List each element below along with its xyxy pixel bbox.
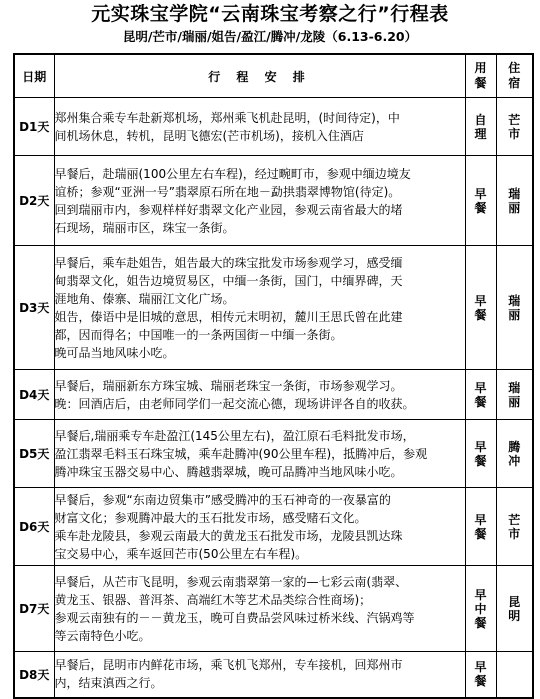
header-row xyxy=(14,54,533,98)
meal-cell: 早餐 xyxy=(465,420,496,488)
itinerary-line: 黄龙玉、银器、普洱茶、高端红木等艺术品类综合性商场)； xyxy=(54,592,372,607)
itinerary-line: 宝交易中心，乘车返回芒市(50公里左右车程)。 xyxy=(54,546,308,561)
stay-cell: 瑞丽 xyxy=(496,370,533,420)
itinerary-cell xyxy=(54,246,465,370)
stay-cell: 腾冲 xyxy=(496,420,533,488)
meal-cell: 早餐 xyxy=(465,246,496,370)
table-row xyxy=(14,420,533,488)
day-cell: D2天 xyxy=(14,156,54,246)
table-row xyxy=(14,370,533,420)
itinerary-cell xyxy=(54,652,465,698)
itinerary-line: 早餐后，赴瑞丽(100公里左右车程)，经过畹町市，参观中缅边境友 xyxy=(54,166,411,181)
meal-cell: 早餐 xyxy=(465,652,496,698)
page-title: 元实珠宝学院“云南珠宝考察之行”行程表 xyxy=(91,3,449,25)
table-row xyxy=(14,488,533,566)
meal-cell: 早中餐 xyxy=(465,566,496,652)
itinerary-line: 甸翡翠文化，姐告边境贸易区，中缅一条街，国门，中缅界碑，天 xyxy=(54,273,403,288)
itinerary-line: 早餐后，瑞丽新东方珠宝城、瑞丽老珠宝一条街，市场参观学习。 xyxy=(54,378,403,393)
itinerary-line: 姐告，傣语中是旧城的意思，相传元末明初，麓川王思氏曾在此建 xyxy=(54,309,403,324)
itinerary-table xyxy=(13,53,534,699)
itinerary-cell xyxy=(54,98,465,156)
itinerary-line: 内，结束滇西之行。 xyxy=(54,676,163,691)
column-header-itinerary: 行 程 安 排 xyxy=(54,54,465,98)
itinerary-line: 石现场，瑞丽市区，珠宝一条街。 xyxy=(54,220,235,235)
itinerary-line: 腾冲珠宝玉器交易中心、腾越翡翠城，晚可品腾冲当地风味小吃。 xyxy=(54,464,403,479)
day-cell: D4天 xyxy=(14,370,54,420)
itinerary-cell xyxy=(54,488,465,566)
itinerary-line: 谊桥；参观“亚洲一号”翡翠原石所在地－勐拱翡翠博物馆(待定)。 xyxy=(54,184,401,199)
stay-cell: 瑞丽 xyxy=(496,246,533,370)
day-cell: D8天 xyxy=(14,652,54,698)
column-header-day: 日期 xyxy=(14,54,54,98)
itinerary-cell xyxy=(54,420,465,488)
day-cell: D5天 xyxy=(14,420,54,488)
table-row xyxy=(14,98,533,156)
meal-cell: 自理 xyxy=(465,98,496,156)
itinerary-line: 盈江翡翠毛料玉石珠宝城，乘车赴腾冲(90公里车程)，抵腾冲后，参观 xyxy=(54,446,428,461)
itinerary-line: 早餐后,瑞丽乘专车赴盈江(145公里左右)，盈江原石毛料批发市场， xyxy=(54,428,415,443)
itinerary-line: 参观云南独有的－－黄龙玉，晚可自费品尝风味过桥米线、汽锅鸡等 xyxy=(54,610,415,625)
itinerary-line: 早餐后，参观“东南边贸集市”感受腾冲的玉石神奇的一夜暴富的 xyxy=(54,492,391,507)
table-row xyxy=(14,652,533,698)
itinerary-line: 涯地角、傣寨、瑞丽江文化广场。 xyxy=(54,291,235,306)
stay-cell: 芒市 xyxy=(496,488,533,566)
itinerary-line: 早餐后，乘车赴姐告，姐告最大的珠宝批发市场参观学习，感受缅 xyxy=(54,255,403,270)
column-header-stay: 住宿 xyxy=(496,54,533,98)
itinerary-line: 财富文化；参观腾冲最大的玉石批发市场，感受赌石文化。 xyxy=(54,510,367,525)
stay-cell xyxy=(496,652,533,698)
table-row xyxy=(14,246,533,370)
itinerary-line: 早餐后，从芒市飞昆明，参观云南翡翠第一家的—七彩云南(翡翠、 xyxy=(54,574,408,589)
itinerary-line: 都，因而得名；中国唯一的一条两国街－中缅一条街。 xyxy=(54,327,343,342)
itinerary-cell xyxy=(54,156,465,246)
stay-cell: 芒市 xyxy=(496,98,533,156)
day-cell: D1天 xyxy=(14,98,54,156)
itinerary-line: 晚可品当地风味小吃。 xyxy=(54,345,175,360)
table-row xyxy=(14,156,533,246)
table-row xyxy=(14,566,533,652)
day-cell: D6天 xyxy=(14,488,54,566)
day-cell: D3天 xyxy=(14,246,54,370)
itinerary-line: 等云南特色小吃。 xyxy=(54,628,151,643)
column-header-meal: 用餐 xyxy=(465,54,496,98)
stay-cell: 昆明 xyxy=(496,566,533,652)
meal-cell: 早餐 xyxy=(465,370,496,420)
meal-cell: 早餐 xyxy=(465,156,496,246)
itinerary-cell xyxy=(54,566,465,652)
day-cell: D7天 xyxy=(14,566,54,652)
itinerary-line: 早餐后，昆明市内鲜花市场，乘飞机飞郑州，专车接机，回郑州市 xyxy=(54,658,403,673)
stay-cell: 瑞丽 xyxy=(496,156,533,246)
itinerary-line: 间机场休息，转机，昆明飞德宏(芒市机场)，接机入住酒店 xyxy=(54,128,364,143)
itinerary-line: 回到瑞丽市内，参观样样好翡翠文化产业园，参观云南省最大的堵 xyxy=(54,202,403,217)
itinerary-line: 乘车赴龙陵县，参观云南最大的黄龙玉石批发市场，龙陵县凯达珠 xyxy=(54,528,403,543)
meal-cell: 早餐 xyxy=(465,488,496,566)
itinerary-cell xyxy=(54,370,465,420)
itinerary-line: 郑州集合乘专车赴新郑机场，郑州乘飞机赴昆明，(时间待定)，中 xyxy=(54,110,400,125)
itinerary-line: 晚：回酒店后，由老师同学们一起交流心德，现场讲评各自的收获。 xyxy=(54,396,415,411)
route-subtitle: 昆明/芒市/瑞丽/姐告/盈江/腾冲/龙陵（6.13-6.20） xyxy=(122,29,418,44)
